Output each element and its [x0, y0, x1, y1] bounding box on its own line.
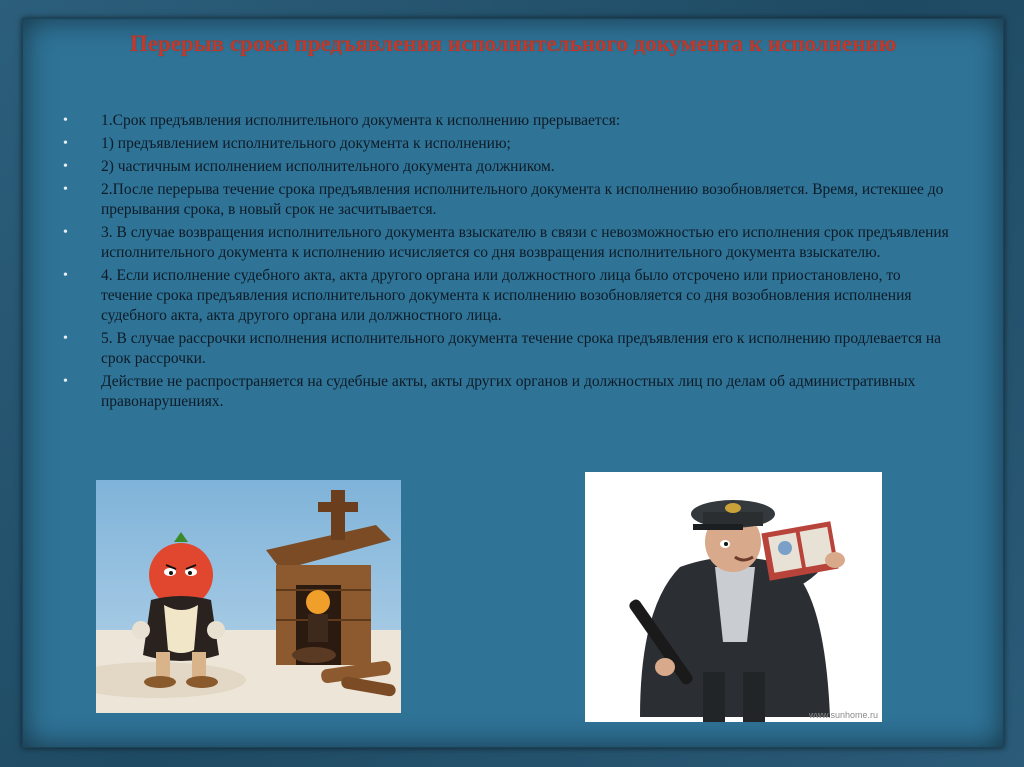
cartoon-tomato-image — [96, 480, 401, 713]
cartoon-tomato-illustration — [96, 480, 401, 713]
cartoon-policeman-image — [585, 472, 882, 722]
bullet-item: • 1.Срок предъявления исполнительного документа к исполнению прерывается: — [63, 111, 953, 131]
slide-panel — [22, 18, 1004, 748]
slide-title: Перерыв срока предъявления исполнительного документа к исполнению — [129, 31, 897, 56]
bullet-item: • Действие не распространяется на судебные акты, акты других органов и должностных лиц по делам об административных правонарушениях. — [63, 372, 953, 412]
bullet-item: • 4. Если исполнение судебного акта, акта другого органа или должностного лица было отсрочено или приостановлено, то течение срока предъявления исполнительного документа к исполнению возобновляется со дня возобновления исполнения судебного акта, акта другого органа или должностного лица. — [63, 266, 953, 326]
bullet-item: • 2) частичным исполнением исполнительного документа должником. — [63, 157, 953, 177]
bullet-item: • 5. В случае рассрочки исполнения исполнительного документа течение срока предъявления его к исполнению продлевается на срок рассрочки. — [63, 329, 953, 369]
image-watermark: www.sunhome.ru — [808, 710, 878, 720]
bullet-list — [63, 111, 953, 415]
cartoon-policeman-illustration — [585, 472, 882, 722]
bullet-item: • 3. В случае возвращения исполнительного документа взыскателю в связи с невозможностью его исполнения срок предъявления исполнительного документа к исполнению исчисляется со дня возвращения исполнительного документа взыскателю. — [63, 223, 953, 263]
bullet-item: • 1) предъявлением исполнительного документа к исполнению; — [63, 134, 953, 154]
bullet-item: • 2.После перерыва течение срока предъявления исполнительного документа к исполнению возобновляется. Время, истекшее до прерывания срока, в новый срок не засчитывается. — [63, 180, 953, 220]
